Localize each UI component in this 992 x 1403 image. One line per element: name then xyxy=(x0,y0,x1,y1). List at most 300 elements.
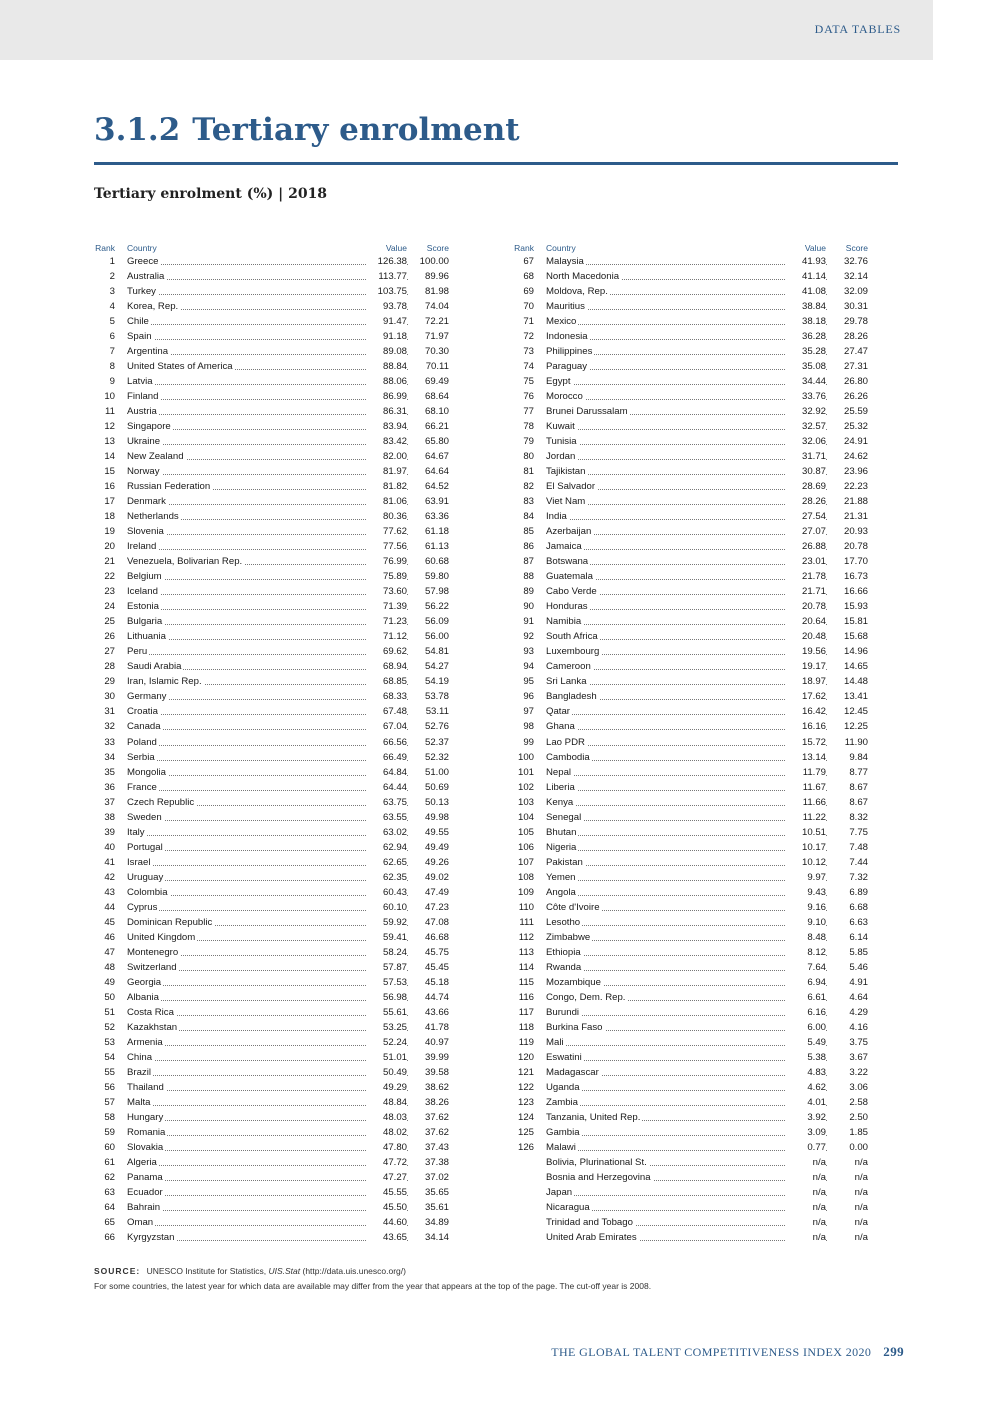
value-cell: 19.17 xyxy=(785,659,826,674)
score-cell: 27.31 xyxy=(843,361,868,373)
table-row xyxy=(94,584,451,599)
score-cell: 24.62 xyxy=(843,451,868,463)
table-row xyxy=(513,1110,870,1125)
score-cell: 89.96 xyxy=(424,271,449,283)
table-row xyxy=(94,614,451,629)
country-cell: Morocco xyxy=(546,391,583,403)
score-cell: 64.52 xyxy=(424,481,449,493)
value-cell: n/a xyxy=(785,1185,826,1200)
country-cell: Belgium xyxy=(127,571,162,583)
country-cell: Nigeria xyxy=(546,841,577,853)
value-cell: 91.18 xyxy=(366,329,407,344)
rank-cell: 38 xyxy=(104,811,115,823)
table-row xyxy=(513,329,870,344)
table-row xyxy=(94,1170,451,1185)
score-cell: 11.90 xyxy=(844,736,868,748)
table-row xyxy=(94,1110,451,1125)
rank-cell: 95 xyxy=(523,676,534,688)
score-cell: 30.31 xyxy=(843,301,868,313)
country-cell: Slovenia xyxy=(127,526,164,538)
table-row xyxy=(513,449,870,464)
page-title xyxy=(94,112,520,148)
table-right-column xyxy=(513,243,870,1245)
value-cell: 73.60 xyxy=(366,584,407,599)
country-cell: Kenya xyxy=(546,796,574,808)
value-cell: 4.62 xyxy=(785,1080,826,1095)
table-row xyxy=(94,975,451,990)
country-cell: Canada xyxy=(127,721,161,733)
value-cell: 35.28 xyxy=(785,344,826,359)
value-cell: 18.97 xyxy=(785,674,826,689)
country-cell: Slovakia xyxy=(127,1141,164,1153)
value-cell: 76.99 xyxy=(366,554,407,569)
country-cell: Yemen xyxy=(546,871,576,883)
rank-cell: 42 xyxy=(104,871,115,883)
country-cell: Serbia xyxy=(127,751,155,763)
header-score: Score xyxy=(426,243,449,253)
country-cell: Portugal xyxy=(127,841,163,853)
value-cell: 10.17 xyxy=(785,840,826,855)
rank-cell: 90 xyxy=(523,601,534,613)
footer-title: THE GLOBAL TALENT COMPETITIVENESS INDEX 2020 xyxy=(551,1345,872,1359)
score-cell: 74.04 xyxy=(424,301,449,313)
rank-cell: 26 xyxy=(104,631,115,643)
rank-cell: 94 xyxy=(523,661,534,673)
rank-cell: 9 xyxy=(109,376,115,388)
country-cell: Mauritius xyxy=(546,301,585,313)
score-cell: 37.02 xyxy=(424,1171,449,1183)
table-row xyxy=(94,885,451,900)
value-cell: 83.94 xyxy=(366,419,407,434)
score-cell: 8.67 xyxy=(849,796,868,808)
score-cell: 12.45 xyxy=(843,706,868,718)
value-cell: 66.49 xyxy=(366,750,407,765)
table-row xyxy=(513,644,870,659)
country-cell: Congo, Dem. Rep. xyxy=(546,991,626,1003)
country-cell: Nepal xyxy=(546,766,572,778)
rank-cell: 81 xyxy=(523,466,534,478)
score-cell: 20.93 xyxy=(843,526,868,538)
rank-cell: 124 xyxy=(517,1111,534,1123)
country-cell: Czech Republic xyxy=(127,796,195,808)
rank-cell: 10 xyxy=(104,391,115,403)
score-cell: 64.67 xyxy=(424,451,449,463)
table-row xyxy=(94,1230,451,1245)
value-cell: 81.82 xyxy=(366,479,407,494)
rank-cell: 71 xyxy=(523,316,534,328)
table-row xyxy=(94,374,451,389)
rank-cell: 54 xyxy=(104,1051,115,1063)
value-cell: 88.06 xyxy=(366,374,407,389)
table-row xyxy=(94,449,451,464)
table-row xyxy=(513,254,870,269)
value-cell: 55.61 xyxy=(366,1005,407,1020)
value-cell: n/a xyxy=(785,1155,826,1170)
table-row xyxy=(513,1140,870,1155)
country-cell: Lao PDR xyxy=(546,736,585,748)
value-cell: 10.12 xyxy=(785,855,826,870)
rank-cell: 37 xyxy=(104,796,115,808)
country-cell: Jamaica xyxy=(546,541,582,553)
score-cell: 37.38 xyxy=(424,1156,449,1168)
value-cell: 16.42 xyxy=(785,704,826,719)
score-cell: 4.91 xyxy=(849,976,868,988)
value-cell: 67.48 xyxy=(366,704,407,719)
score-cell: 16.73 xyxy=(843,571,868,583)
score-cell: 8.77 xyxy=(849,766,868,778)
value-cell: 44.60 xyxy=(366,1215,407,1230)
value-cell: 38.84 xyxy=(785,299,826,314)
value-cell: 11.79 xyxy=(785,765,826,780)
value-cell: 28.26 xyxy=(785,494,826,509)
score-cell: 14.65 xyxy=(843,661,868,673)
rank-cell: 60 xyxy=(104,1141,115,1153)
value-cell: 103.75 xyxy=(366,284,407,299)
value-cell: 9.97 xyxy=(785,870,826,885)
header-country: Country xyxy=(127,243,157,253)
country-cell: Burkina Faso xyxy=(546,1021,603,1033)
country-cell: North Macedonia xyxy=(546,271,620,283)
country-cell: Ukraine xyxy=(127,436,161,448)
score-cell: 7.75 xyxy=(849,826,868,838)
value-cell: 60.43 xyxy=(366,885,407,900)
score-cell: 66.21 xyxy=(424,421,449,433)
table-row xyxy=(513,659,870,674)
country-cell: Finland xyxy=(127,391,159,403)
value-cell: 20.48 xyxy=(785,629,826,644)
top-bar xyxy=(0,0,933,60)
score-cell: 5.85 xyxy=(849,946,868,958)
value-cell: 32.57 xyxy=(785,419,826,434)
table-row xyxy=(94,1155,451,1170)
value-cell: 6.16 xyxy=(785,1005,826,1020)
table-row xyxy=(513,569,870,584)
score-cell: 52.37 xyxy=(424,736,449,748)
table-row xyxy=(513,479,870,494)
country-cell: Luxembourg xyxy=(546,646,600,658)
value-cell: 3.09 xyxy=(785,1125,826,1140)
value-cell: 89.08 xyxy=(366,344,407,359)
page-number: 299 xyxy=(883,1344,904,1359)
value-cell: 41.93 xyxy=(785,254,826,269)
value-cell: 33.76 xyxy=(785,389,826,404)
value-cell: 31.71 xyxy=(785,449,826,464)
value-cell: 8.12 xyxy=(785,945,826,960)
value-cell: 10.51 xyxy=(785,825,826,840)
table-row xyxy=(513,1125,870,1140)
country-cell: India xyxy=(546,511,567,523)
rank-cell: 69 xyxy=(523,286,534,298)
score-cell: 69.49 xyxy=(424,376,449,388)
country-cell: Albania xyxy=(127,991,160,1003)
rank-cell: 23 xyxy=(104,586,115,598)
score-cell: 24.91 xyxy=(843,436,868,448)
table-row xyxy=(513,389,870,404)
rank-cell: 112 xyxy=(518,931,534,943)
table-row xyxy=(94,494,451,509)
table-row xyxy=(513,314,870,329)
rank-cell: 16 xyxy=(104,481,115,493)
value-cell: 86.31 xyxy=(366,404,407,419)
rank-cell: 33 xyxy=(104,736,115,748)
table-row xyxy=(94,539,451,554)
value-cell: 71.39 xyxy=(366,599,407,614)
score-cell: 6.68 xyxy=(849,901,868,913)
rank-cell: 30 xyxy=(104,691,115,703)
value-cell: 71.12 xyxy=(366,629,407,644)
country-cell: Madagascar xyxy=(546,1066,599,1078)
rank-cell: 32 xyxy=(104,721,115,733)
rank-cell: 70 xyxy=(523,301,534,313)
value-cell: 28.69 xyxy=(785,479,826,494)
country-cell: El Salvador xyxy=(546,481,596,493)
rank-cell: 15 xyxy=(104,466,115,478)
rank-cell: 125 xyxy=(517,1126,534,1138)
country-cell: Singapore xyxy=(127,421,171,433)
score-cell: 41.78 xyxy=(424,1021,449,1033)
table-row xyxy=(513,765,870,780)
rank-cell: 46 xyxy=(104,931,115,943)
rank-cell: 44 xyxy=(104,901,115,913)
score-cell: 81.98 xyxy=(424,286,449,298)
value-cell: 23.01 xyxy=(785,554,826,569)
table-row xyxy=(513,900,870,915)
score-cell: 12.25 xyxy=(843,721,868,733)
country-cell: Honduras xyxy=(546,601,588,613)
country-cell: Poland xyxy=(127,736,157,748)
country-cell: Sri Lanka xyxy=(546,676,587,688)
score-cell: 37.62 xyxy=(424,1111,449,1123)
country-cell: Denmark xyxy=(127,496,166,508)
country-cell: Dominican Republic xyxy=(127,916,213,928)
value-cell: 83.42 xyxy=(366,434,407,449)
rank-cell: 122 xyxy=(517,1081,534,1093)
rank-cell: 126 xyxy=(517,1141,534,1153)
score-cell: 22.23 xyxy=(843,481,868,493)
rank-cell: 96 xyxy=(523,691,534,703)
rank-cell: 67 xyxy=(523,256,534,267)
table-row xyxy=(513,689,870,704)
country-cell: Eswatini xyxy=(546,1051,582,1063)
rank-cell: 123 xyxy=(517,1096,534,1108)
rank-cell: 50 xyxy=(104,991,115,1003)
country-cell: Saudi Arabia xyxy=(127,661,182,673)
value-cell: 48.03 xyxy=(366,1110,407,1125)
rank-cell: 98 xyxy=(523,721,534,733)
table-left-column xyxy=(94,243,451,1245)
country-cell: Brazil xyxy=(127,1066,151,1078)
value-cell: 59.92 xyxy=(366,915,407,930)
table-row xyxy=(513,674,870,689)
value-cell: 47.80 xyxy=(366,1140,407,1155)
value-cell: 11.67 xyxy=(785,780,826,795)
table-row xyxy=(94,464,451,479)
table-row xyxy=(94,404,451,419)
score-cell: 2.50 xyxy=(849,1111,868,1123)
value-cell: 27.54 xyxy=(785,509,826,524)
country-cell: United States of America xyxy=(127,361,233,373)
country-cell: Panama xyxy=(127,1171,163,1183)
country-cell: Chile xyxy=(127,316,149,328)
score-cell: 4.64 xyxy=(849,991,868,1003)
value-cell: 11.22 xyxy=(785,810,826,825)
rank-cell: 14 xyxy=(104,451,115,463)
value-cell: 77.62 xyxy=(366,524,407,539)
rank-cell: 108 xyxy=(517,871,534,883)
country-cell: Jordan xyxy=(546,451,576,463)
country-cell: Mozambique xyxy=(546,976,601,988)
table-row xyxy=(94,765,451,780)
value-cell: 41.08 xyxy=(785,284,826,299)
country-cell: Bulgaria xyxy=(127,616,163,628)
rank-cell: 22 xyxy=(104,571,115,583)
rank-cell: 113 xyxy=(518,946,534,958)
score-cell: 14.48 xyxy=(843,676,868,688)
score-cell: 37.43 xyxy=(424,1141,449,1153)
rank-cell: 19 xyxy=(104,526,115,538)
table-row xyxy=(513,419,870,434)
score-cell: 60.68 xyxy=(424,556,449,568)
table-row xyxy=(513,554,870,569)
rank-cell: 21 xyxy=(104,556,115,568)
country-cell: Italy xyxy=(127,826,145,838)
rank-cell: 11 xyxy=(105,406,115,418)
score-cell: 47.49 xyxy=(424,886,449,898)
country-cell: Armenia xyxy=(127,1036,163,1048)
score-cell: 6.14 xyxy=(849,931,868,943)
table-row xyxy=(94,1095,451,1110)
score-cell: 3.06 xyxy=(849,1081,868,1093)
value-cell: 6.00 xyxy=(785,1020,826,1035)
table-row xyxy=(513,810,870,825)
country-cell: Austria xyxy=(127,406,157,418)
score-cell: 15.81 xyxy=(843,616,868,628)
country-cell: Oman xyxy=(127,1217,154,1228)
country-cell: Malta xyxy=(127,1096,151,1108)
country-cell: Sweden xyxy=(127,811,162,823)
rank-cell: 27 xyxy=(104,646,115,658)
rank-cell: 4 xyxy=(109,301,115,313)
table-row xyxy=(513,780,870,795)
table-row xyxy=(513,915,870,930)
country-cell: Uganda xyxy=(546,1081,580,1093)
table-row xyxy=(94,915,451,930)
country-cell: United Arab Emirates xyxy=(546,1232,637,1244)
value-cell: 45.50 xyxy=(366,1200,407,1215)
table-row xyxy=(513,269,870,284)
value-cell: 67.04 xyxy=(366,719,407,734)
score-cell: 68.10 xyxy=(424,406,449,418)
country-cell: Brunei Darussalam xyxy=(546,406,628,418)
score-cell: 47.08 xyxy=(424,916,449,928)
country-cell: Norway xyxy=(127,466,160,478)
score-cell: 4.16 xyxy=(849,1021,868,1033)
rank-cell: 93 xyxy=(523,646,534,658)
score-cell: n/a xyxy=(854,1201,868,1213)
value-cell: 77.56 xyxy=(366,539,407,554)
score-cell: 17.70 xyxy=(843,556,868,568)
country-cell: Bolivia, Plurinational St. xyxy=(546,1156,647,1168)
value-cell: 4.83 xyxy=(785,1065,826,1080)
rank-cell: 40 xyxy=(104,841,115,853)
table-row xyxy=(94,254,451,269)
value-cell: 3.92 xyxy=(785,1110,826,1125)
rank-cell: 72 xyxy=(523,331,534,343)
score-cell: 21.31 xyxy=(843,511,868,523)
country-cell: Zambia xyxy=(546,1096,578,1108)
table-row xyxy=(513,795,870,810)
score-cell: 5.46 xyxy=(849,961,868,973)
rank-cell: 56 xyxy=(104,1081,115,1093)
value-cell: 32.92 xyxy=(785,404,826,419)
score-cell: 0.00 xyxy=(849,1141,868,1153)
score-cell: 71.97 xyxy=(424,331,449,343)
value-cell: 20.78 xyxy=(785,599,826,614)
value-cell: 5.49 xyxy=(785,1035,826,1050)
country-cell: Bahrain xyxy=(127,1201,161,1213)
table-row xyxy=(94,704,451,719)
rank-cell: 76 xyxy=(523,391,534,403)
value-cell: 57.87 xyxy=(366,960,407,975)
country-cell: Qatar xyxy=(546,706,570,718)
country-cell: Spain xyxy=(127,331,152,343)
score-cell: 38.26 xyxy=(424,1096,449,1108)
country-cell: Azerbaijan xyxy=(546,526,592,538)
value-cell: 126.38 xyxy=(366,254,407,269)
rank-cell: 101 xyxy=(517,766,534,778)
score-cell: 25.32 xyxy=(843,421,868,433)
rank-cell: 17 xyxy=(104,496,115,508)
country-cell: Israel xyxy=(127,856,151,868)
table-row xyxy=(94,840,451,855)
score-cell: 45.18 xyxy=(424,976,449,988)
country-cell: Tunisia xyxy=(546,436,577,448)
score-cell: 49.02 xyxy=(424,871,449,883)
rank-cell: 80 xyxy=(523,451,534,463)
rank-cell: 18 xyxy=(104,511,115,523)
value-cell: 51.01 xyxy=(366,1050,407,1065)
rank-cell: 82 xyxy=(523,481,534,493)
rank-cell: 121 xyxy=(517,1066,534,1078)
table-row xyxy=(94,870,451,885)
score-cell: 49.98 xyxy=(424,811,449,823)
score-cell: n/a xyxy=(854,1217,868,1228)
score-cell: 65.80 xyxy=(424,436,449,448)
value-cell: 63.02 xyxy=(366,825,407,840)
header-value: Value xyxy=(804,243,826,253)
score-cell: 37.62 xyxy=(424,1126,449,1138)
country-cell: Egypt xyxy=(546,376,571,388)
table-row xyxy=(94,509,451,524)
value-cell: 21.78 xyxy=(785,569,826,584)
table-row xyxy=(513,855,870,870)
score-cell: 70.11 xyxy=(425,361,449,373)
value-cell: 58.24 xyxy=(366,945,407,960)
table-row xyxy=(513,1020,870,1035)
score-cell: 6.63 xyxy=(849,916,868,928)
table-row xyxy=(513,704,870,719)
rank-cell: 57 xyxy=(104,1096,115,1108)
table-row xyxy=(94,479,451,494)
country-cell: Bosnia and Herzegovina xyxy=(546,1171,651,1183)
score-cell: 29.78 xyxy=(843,316,868,328)
rank-cell: 118 xyxy=(518,1021,534,1033)
table-row xyxy=(94,599,451,614)
table-row xyxy=(94,644,451,659)
table-row xyxy=(513,539,870,554)
value-cell: 81.97 xyxy=(366,464,407,479)
score-cell: 38.62 xyxy=(424,1081,449,1093)
